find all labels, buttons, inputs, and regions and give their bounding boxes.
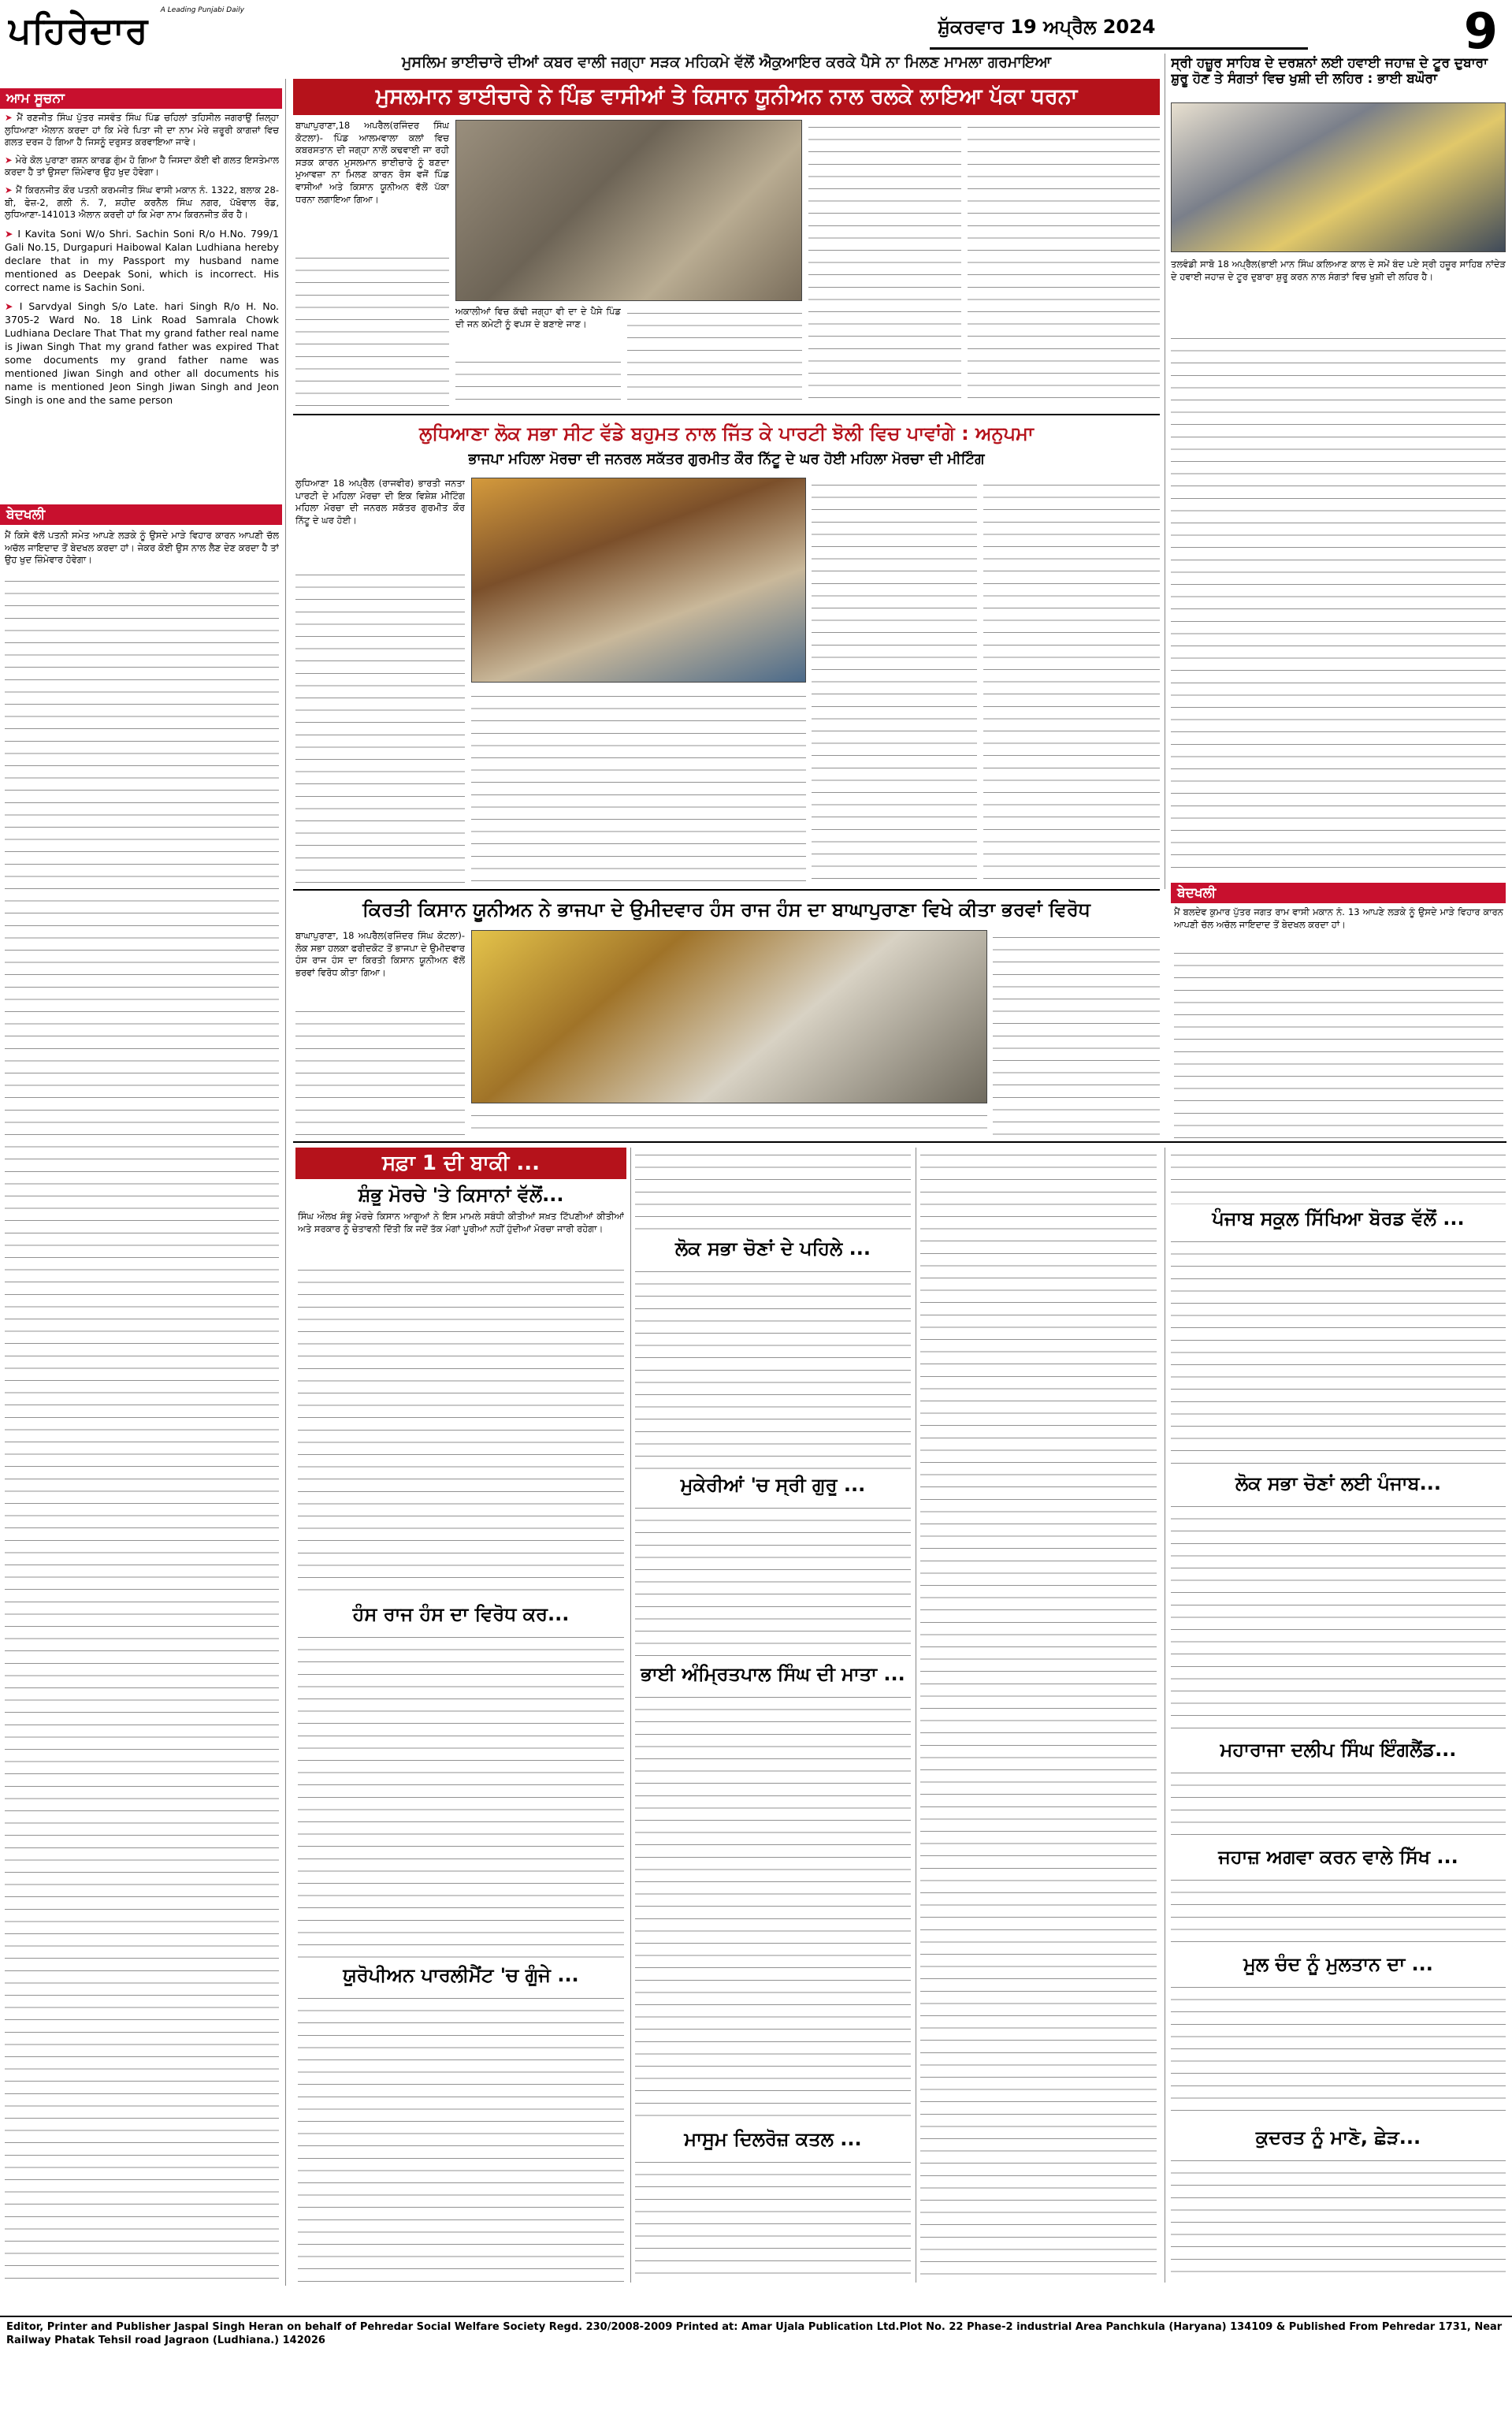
bjp-headline: ਲੁਧਿਆਣਾ ਲੋਕ ਸਭਾ ਸੀਟ ਵੱਡੇ ਬਹੁਮਤ ਨਾਲ ਜਿੱਤ ਕੇ ਪਾਰਟੀ ਝੋਲੀ ਵਿਚ ਪਾਵਾਂਗੇ : ਅਨੁਪਮਾ [419, 422, 1034, 445]
footer-rule [0, 2316, 1512, 2317]
kisan-protest-photo [471, 930, 987, 1103]
side-story-text [1171, 331, 1506, 875]
story-text [295, 251, 449, 408]
notice-item-english: ➤ I Kavita Soni W/o Shri. Sachin Soni R/o H.No. 799/1 Gali No.15, Durgapuri Haibowal Kalan Ludhiana hereby declare that in my Passport my husband name mentioned as Deepak Soni, which is incorrect. His correct name is Sachin Soni. [5, 227, 279, 293]
side-story-lead: ਤਲਵੰਡੀ ਸਾਬੋ 18 ਅਪ੍ਰੈਲ(ਭਾਈ ਮਾਨ ਸਿੰਘ ਕਲਿਆਣ ਕਾਲ ਦੇ ਸਮੇਂ ਬੰਦ ਪਏ ਸ੍ਰੀ ਹਜ਼ੂਰ ਸਾਹਿਬ ਨਾਂਦੇੜ ਦੇ ਹਵਾਈ ਜਹਾਜ਼ ਦੇ ਟੂਰ ਦੁਬਾਰਾ ਸ਼ੁਰੂ ਕਰਨ ਨਾਲ ਸੰਗਤਾਂ ਵਿਚ ਖੁਸ਼ੀ ਦੀ ਲਹਿਰ ਹੈ। [1171, 259, 1506, 282]
story-text [298, 1991, 624, 2283]
story-title: ਭਾਈ ਅੰਮ੍ਰਿਤਪਾਲ ਸਿੰਘ ਦੀ ਮਾਤਾ ... [641, 1663, 905, 1685]
disowned-intro: ਮੈਂ ਕਿਸੇ ਵੱਲੋਂ ਪਤਨੀ ਸਮੇਤ ਆਪਣੇ ਲੜਕੇ ਨੂੰ ਉਸਦੇ ਮਾੜੇ ਵਿਹਾਰ ਕਾਰਨ ਆਪਣੀ ਚੱਲ ਅਚੱਲ ਜਾਇਦਾਦ ਤੋਂ ਬੇਦਖਲ ਕਰਦਾ ਹਾਂ। ਜੇਕਰ ਕੋਈ ਉਸ ਨਾਲ ਲੈਣ ਦੇਣ ਕਰਦਾ ਹੈ ਤਾਂ ਉਹ ਖੁਦ ਜ਼ਿੰਮੇਵਾਰ ਹੋਵੇਗਾ। [5, 530, 279, 566]
disowned-notices-text [5, 574, 279, 2280]
story-kicker: ਮੁਸਲਿਮ ਭਾਈਚਾਰੇ ਦੀਆਂ ਕਬਰ ਵਾਲੀ ਜਗ੍ਹਾ ਸੜਕ ਮਹਿਕਮੇ ਵੱਲੋਂ ਐਕੁਆਇਰ ਕਰਕੇ ਪੈਸੇ ਨਾ ਮਿਲਣ ਮਾਮਲਾ ਗਰਮਾਇਆ [401, 54, 1052, 71]
story-title: ਮੁਕੇਰੀਆਂ 'ਚ ਸ੍ਰੀ ਗੁਰੂ ... [680, 1474, 866, 1496]
notice-item-english: ➤ I Sarvdyal Singh S/o Late. hari Singh R/o H. No. 3705-2 Ward No. 18 Link Road Samrala Chowk Ludhiana Declare That That my grand father real name is Jiwan Singh That my grand father was expired That some documents my grand father name was mentioned Jiwan Singh and other all documents his name is mentioned Jeon Singh Jiwan Singh and Jeon Singh is one and the same person [5, 300, 279, 406]
hazur-sahib-photo [1171, 102, 1506, 252]
right-disowned-notices [1174, 946, 1503, 1143]
section-rule [293, 414, 1160, 415]
story-title: ਮੂਲ ਚੰਦ ਨੂੰ ਮੁਲਤਾਨ ਦਾ ... [1243, 1953, 1433, 1975]
story-text [635, 1264, 911, 1469]
story-text [808, 120, 961, 408]
kisan-text [471, 1108, 987, 1135]
bjp-subhead: ਭਾਜਪਾ ਮਹਿਲਾ ਮੋਰਚਾ ਦੀ ਜਨਰਲ ਸਕੱਤਰ ਗੁਰਮੀਤ ਕੌਰ ਨਿੱਟੂ ਦੇ ਘਰ ਹੋਈ ਮਹਿਲਾ ਮੋਰਚਾ ਦੀ ਮੀਟਿੰਗ [468, 451, 985, 467]
story-text [635, 1501, 911, 1658]
bjp-text [983, 478, 1160, 883]
tagline: A Leading Punjabi Daily [160, 6, 244, 14]
issue-date: ਸ਼ੁੱਕਰਵਾਰ 19 ਅਪ੍ਰੈਲ 2024 [938, 16, 1156, 38]
story-text [1171, 1234, 1506, 1468]
story-text [455, 355, 621, 408]
footer-imprint: Editor, Printer and Publisher Jaspal Singh Heran on behalf of Pehredar Social Welfare Society Regd. 230/2008-2009 Printed at: Amar Ujala Publication Ltd.Plot No. 22 Phase-2 industrial Area Panchkula (Haryana) 134109 & Published From Pehredar 1731, Near Railway Phatak Tehsil road Jagraon (Ludhiana.) 142026 [6, 2321, 1503, 2346]
masthead [8, 6, 496, 55]
column-divider [630, 1148, 631, 2283]
story-text [1171, 2153, 1506, 2283]
right-disowned-intro: ਮੈਂ ਬਲਦੇਵ ਕੁਮਾਰ ਪੁੱਤਰ ਜਗਤ ਰਾਮ ਵਾਸੀ ਮਕਾਨ ਨੰ. 13 ਆਪਣੇ ਲੜਕੇ ਨੂੰ ਉਸਦੇ ਮਾੜੇ ਵਿਹਾਰ ਕਾਰਨ ਆਪਣੀ ਚੱਲ ਅਚੱਲ ਜਾਇਦਾਦ ਤੋਂ ਬੇਦਖਲ ਕਰਦਾ ਹਾਂ। [1174, 906, 1503, 930]
story-title: ਪੰਜਾਬ ਸਕੂਲ ਸਿੱਖਿਆ ਬੋਰਡ ਵੱਲੋਂ ... [1212, 1207, 1465, 1230]
story-text [1171, 1873, 1506, 1948]
story-text [627, 306, 802, 408]
story-title: ਯੂਰੋਪੀਅਨ ਪਾਰਲੀਮੈਂਟ 'ਚ ਗੂੰਜੇ ... [343, 1964, 579, 1986]
bjp-meeting-photo [471, 478, 806, 683]
story-text [1171, 1765, 1506, 1841]
story-text [635, 1690, 911, 2123]
page-number: 9 [1463, 2, 1499, 60]
disowned-header: ਬੇਦਖਲੀ [0, 504, 282, 525]
story-title: ਮਾਸੂਮ ਦਿਲਰੋਜ਼ ਕਤਲ ... [684, 2128, 862, 2150]
story-headline: ਮੁਸਲਮਾਨ ਭਾਈਚਾਰੇ ਨੇ ਪਿੰਡ ਵਾਸੀਆਂ ਤੇ ਕਿਸਾਨ ਯੂਨੀਅਨ ਨਾਲ ਰਲਕੇ ਲਾਇਆ ਪੱਕਾ ਧਰਨਾ [293, 79, 1160, 115]
story-title: ਲੋਕ ਸਭਾ ਚੋਣਾਂ ਦੇ ਪਹਿਲੇ ... [675, 1237, 871, 1259]
story-title: ਸ਼ੰਭੂ ਮੋਰਚੇ 'ਤੇ ਕਿਸਾਨਾਂ ਵੱਲੋਂ... [358, 1184, 564, 1206]
story-lead: ਸਿੰਘ ਔਲਖ ਸ਼ੰਭੂ ਮੋਰਚੇ ਕਿਸਾਨ ਆਗੂਆਂ ਨੇ ਇਸ ਮਾਮਲੇ ਸਬੰਧੀ ਕੀਤੀਆਂ ਸਖ਼ਤ ਟਿੱਪਣੀਆਂ ਕੀਤੀਆਂ ਅਤੇ ਸਰਕਾਰ ਨੂੰ ਚੇਤਾਵਨੀ ਦਿੱਤੀ ਕਿ ਜਦੋਂ ਤੱਕ ਮੰਗਾਂ ਪੂਰੀਆਂ ਨਹੀਂ ਹੁੰਦੀਆਂ ਮੋਰਚਾ ਜਾਰੀ ਰਹੇਗਾ। [298, 1211, 624, 1234]
notice-item: ➤ ਮੈਂ ਕਿਰਨਜੀਤ ਕੌਰ ਪਤਨੀ ਕਰਮਜੀਤ ਸਿੰਘ ਵਾਸੀ ਮਕਾਨ ਨੰ. 1322, ਬਲਾਕ 28-ਬੀ, ਫੇਜ਼-2, ਗਲੀ ਨੰ. 7, ਸ਼ਹੀਦ ਕਰਨੈਲ ਸਿੰਘ ਨਗਰ, ਪੱਖੋਵਾਲ ਰੋਡ, ਲੁਧਿਆਣਾ-141013 ਐਲਾਨ ਕਰਦੀ ਹਾਂ ਕਿ ਮੇਰਾ ਨਾਮ ਕਿਰਨਜੀਤ ਕੌਰ ਹੈ। [5, 184, 279, 221]
story-title: ਜਹਾਜ਼ ਅਗਵਾ ਕਰਨ ਵਾਲੇ ਸਿੱਖ ... [1218, 1846, 1458, 1868]
story-lead: ਬਾਘਾਪੁਰਾਣਾ,18 ਅਪਰੈਲ(ਰਜਿੰਦਰ ਸਿੰਘ ਕੋਟਲਾ)- ਪਿੰਡ ਆਲਮਵਾਲਾ ਕਲਾਂ ਵਿਚ ਕਬਰਸਤਾਨ ਦੀ ਜਗ੍ਹਾ ਨਾਲੋਂ ਕਢਵਾਈ ਜਾ ਰਹੀ ਸੜਕ ਕਾਰਨ ਮੁਸਲਮਾਨ ਭਾਈਚਾਰੇ ਨੂੰ ਬਣਦਾ ਮੁਆਵਜ਼ਾ ਨਾ ਮਿਲਣ ਕਾਰਨ ਰੋਸ ਵਜੋਂ ਪਿੰਡ ਵਾਸੀਆਂ ਅਤੇ ਕਿਸਾਨ ਯੂਨੀਅਨ ਵੱਲੋਂ ਪੱਕਾ ਧਰਨਾ ਲਗਾਇਆ ਗਿਆ। [295, 120, 449, 205]
section-rule [293, 889, 1160, 891]
masthead-rule [930, 47, 1308, 50]
kisan-lead: ਬਾਘਾਪੁਰਾਣਾ, 18 ਅਪਰੈਲ(ਰਜਿੰਦਰ ਸਿੰਘ ਕੋਟਲਾ)- ਲੋਕ ਸਭਾ ਹਲਕਾ ਫਰੀਦਕੋਟ ਤੋਂ ਭਾਜਪਾ ਦੇ ਉਮੀਦਵਾਰ ਹੰਸ ਰਾਜ ਹੰਸ ਦਾ ਕਿਰਤੀ ਕਿਸਾਨ ਯੂਨੀਅਨ ਵੱਲੋਂ ਭਰਵਾਂ ਵਿਰੋਧ ਕੀਤਾ ਗਿਆ। [295, 930, 465, 978]
story-text [968, 120, 1160, 408]
kisan-text [295, 1004, 465, 1135]
story-text [298, 1630, 624, 1959]
story-text [1171, 1148, 1506, 1204]
story-text [1171, 1499, 1506, 1736]
right-disowned-header: ਬੇਦਖਲੀ [1171, 883, 1506, 903]
bjp-lead: ਲੁਧਿਆਣਾ 18 ਅਪ੍ਰੈਲ (ਰਾਜਵੀਰ) ਭਾਰਤੀ ਜਨਤਾ ਪਾਰਟੀ ਦੇ ਮਹਿਲਾ ਮੋਰਚਾ ਦੀ ਇਕ ਵਿਸ਼ੇਸ਼ ਮੀਟਿੰਗ ਮਹਿਲਾ ਮੋਰਚਾ ਦੀ ਜਨਰਲ ਸਕੱਤਰ ਗੁਰਮੀਤ ਕੌਰ ਨਿੱਟੂ ਦੇ ਘਰ ਹੋਈ। [295, 478, 465, 526]
column-divider [285, 79, 286, 2286]
notice-item: ➤ ਮੇਰੇ ਕੋਲ ਪੁਰਾਣਾ ਰਸ਼ਨ ਕਾਰਡ ਗੁੰਮ ਹੋ ਗਿਆ ਹੈ ਜਿਸਦਾ ਕੋਈ ਵੀ ਗਲਤ ਇਸਤੇਮਾਲ ਕਰਦਾ ਹੈ ਤਾਂ ਉਸਦਾ ਜ਼ਿੰਮੇਵਾਰ ਉਹ ਖੁਦ ਹੋਵੇਗਾ। [5, 154, 279, 178]
story-title: ਕੁਦਰਤ ਨੂੰ ਮਾਣੋ, ਛੇੜ... [1255, 2126, 1421, 2149]
story-text [298, 1263, 624, 1598]
bjp-text [812, 478, 977, 883]
story-title: ਹੰਸ ਰਾਜ ਹੰਸ ਦਾ ਵਿਰੋਧ ਕਰ... [352, 1603, 570, 1625]
story-text [635, 2155, 911, 2283]
bjp-text [295, 567, 465, 883]
section-rule [293, 1141, 1506, 1143]
story-text [635, 1148, 911, 1234]
kisan-text [993, 930, 1160, 1135]
story-title: ਮਹਾਰਾਜਾ ਦਲੀਪ ਸਿੰਘ ਇੰਗਲੈਂਡ... [1220, 1739, 1457, 1761]
public-notice-header: ਆਮ ਸੂਚਨਾ [0, 88, 282, 109]
photo-caption: ਅਕਾਲੀਆਂ ਵਿਚ ਕੱਢੀ ਜਗ੍ਹਾ ਵੀ ਦਾ ਦੇ ਪੈਸੇ ਪਿੰਡ ਦੀ ਜਨ ਕਮੇਟੀ ਨੂੰ ਵਪਸ ਦੇ ਬਣਾਏ ਜਾਣ। [455, 306, 621, 329]
story-text [920, 1148, 1157, 2283]
continued-banner: ਸਫ਼ਾ 1 ਦੀ ਬਾਕੀ ... [295, 1148, 626, 1179]
protest-photo [455, 120, 802, 301]
kisan-headline: ਕਿਰਤੀ ਕਿਸਾਨ ਯੂਨੀਅਨ ਨੇ ਭਾਜਪਾ ਦੇ ਉਮੀਦਵਾਰ ਹੰਸ ਰਾਜ ਹੰਸ ਦਾ ਬਾਘਾਪੁਰਾਣਾ ਵਿਖੇ ਕੀਤਾ ਭਰਵਾਂ ਵਿਰੋਧ [362, 899, 1090, 921]
bjp-text [471, 689, 806, 883]
notice-item: ➤ ਮੈਂ ਰਣਜੀਤ ਸਿੰਘ ਪੁੱਤਰ ਜਸਵੰਤ ਸਿੰਘ ਪਿੰਡ ਚਹਿਲਾਂ ਤਹਿਸੀਲ ਜਗਰਾਉਂ ਜ਼ਿਲ੍ਹਾ ਲੁਧਿਆਣਾ ਐਲਾਨ ਕਰਦਾ ਹਾਂ ਕਿ ਮੇਰੇ ਪਿਤਾ ਜੀ ਦਾ ਨਾਮ ਮੇਰੇ ਜ਼ਰੂਰੀ ਕਾਗਜ਼ਾਂ ਵਿਚ ਗਲਤ ਦਰਜ ਹੋ ਗਿਆ ਹੈ ਜਿਸਨੂੰ ਦਰੁਸਤ ਕਰਵਾਇਆ ਜਾਵੇ। [5, 112, 279, 148]
logo: ਪਹਿਰੇਦਾਰ [8, 9, 149, 51]
story-title: ਲੋਕ ਸਭਾ ਚੋਣਾਂ ਲਈ ਪੰਜਾਬ... [1235, 1472, 1441, 1494]
side-story-headline: ਸ੍ਰੀ ਹਜ਼ੂਰ ਸਾਹਿਬ ਦੇ ਦਰਸ਼ਨਾਂ ਲਈ ਹਵਾਈ ਜਹਾਜ਼ ਦੇ ਟੂਰ ਦੁਬਾਰਾ ਸ਼ੁਰੂ ਹੋਣ ਤੇ ਸੰਗਤਾਂ ਵਿਚ ਖੁਸ਼ੀ ਦੀ ਲਹਿਰ : ਭਾਈ ਬਘੌਰਾ [1171, 55, 1488, 87]
public-notices [5, 112, 279, 474]
story-text [1171, 1980, 1506, 2122]
